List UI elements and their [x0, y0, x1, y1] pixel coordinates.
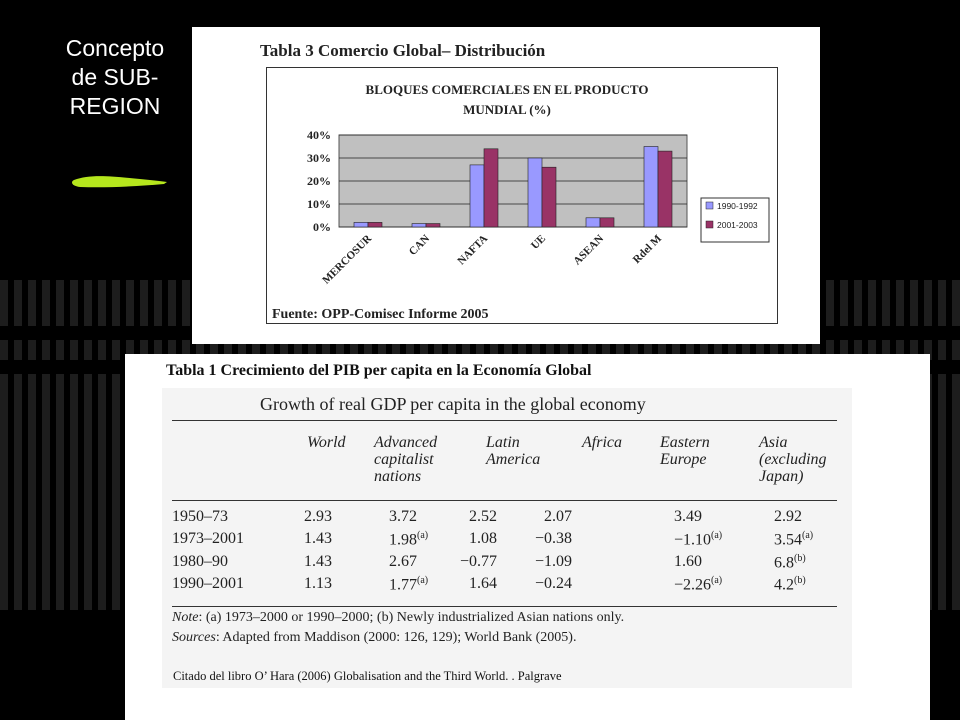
bar-2001-2003-UE [542, 167, 556, 227]
table-cell: 3.72 [389, 508, 417, 525]
table-cell: 2.93 [304, 508, 332, 525]
table-rule [172, 420, 837, 421]
row-period-label: 1990–2001 [172, 575, 244, 592]
chart-table-title: Tabla 3 Comercio Global– Distribución [260, 41, 546, 60]
table-rule [172, 500, 837, 501]
row-period-label: 1973–2001 [172, 530, 244, 547]
bar-1990-1992-CAN [412, 224, 426, 227]
table-cell: 1.13 [304, 575, 332, 592]
table-cell: −0.77 [459, 553, 497, 570]
bar-1990-1992-NAFTA [470, 165, 484, 227]
slide-title-line: de SUB- [71, 64, 159, 90]
bar-2001-2003-NAFTA [484, 149, 498, 227]
x-tick-label: ASEAN [571, 232, 607, 268]
table-cell: −0.24 [534, 575, 572, 592]
table-cell: −1.09 [534, 553, 572, 570]
table-cell: 1.64 [469, 575, 497, 592]
bar-2001-2003-ASEAN [600, 218, 614, 227]
column-header-asia: Asia (excluding Japan) [759, 434, 827, 485]
legend-swatch [706, 202, 713, 209]
row-period-label: 1980–90 [172, 553, 228, 570]
table-cell: 3.54$^{(a)}$ [774, 530, 814, 549]
table-rule [172, 606, 837, 607]
bar-chart [267, 68, 777, 323]
x-tick-label: MERCOSUR [320, 232, 375, 287]
table-cell: 3.49 [674, 508, 702, 525]
table-note [172, 610, 624, 626]
bar-1990-1992-ASEAN [586, 218, 600, 227]
column-header-world: World [307, 434, 346, 451]
legend-swatch [706, 221, 713, 228]
slide-title [30, 34, 200, 121]
column-header-advanced: Advanced capitalist nations [374, 434, 438, 485]
y-tick-label: 20% [307, 174, 331, 188]
table-cell: 2.52 [469, 508, 497, 525]
bar-1990-1992-UE [528, 158, 542, 227]
gdp-table-subtitle: Growth of real GDP per capita in the global economy [260, 394, 646, 414]
column-header-latin-america: Latin America [486, 434, 541, 468]
y-tick-label: 40% [307, 128, 331, 142]
y-tick-label: 30% [307, 151, 331, 165]
bar-1990-1992-MERCOSUR [354, 222, 368, 227]
table-cell: 1.98$^{(a)}$ [389, 530, 429, 549]
column-header-africa: Africa [582, 434, 622, 451]
bar-2001-2003-MERCOSUR [368, 222, 382, 227]
note-label: Note [172, 610, 199, 625]
chart-source: Fuente: OPP-Comisec Informe 2005 [272, 307, 489, 322]
chart-title-line: MUNDIAL (%) [463, 102, 551, 117]
sources-text: : Adapted from Maddison (2000: 126, 129); World Bank (2005). [215, 630, 577, 645]
y-tick-label: 10% [307, 197, 331, 211]
sources-label: Sources [172, 630, 216, 645]
note-text: : (a) 1973–2000 or 1990–2000; (b) Newly industrialized Asian nations only. [198, 610, 625, 625]
table-cell: 1.08 [469, 530, 497, 547]
table-cell: 1.77$^{(a)}$ [389, 575, 429, 594]
bar-2001-2003-Rdel M [658, 151, 672, 227]
table-cell: 2.67 [389, 553, 417, 570]
table-cell: 2.07 [544, 508, 572, 525]
brush-stroke-decoration [70, 170, 170, 194]
table-cell: 2.92 [774, 508, 802, 525]
table-image-panel [125, 354, 930, 720]
x-tick-label: Rdel M [630, 232, 665, 266]
chart-title-line: BLOQUES COMERCIALES EN EL PRODUCTO [365, 82, 649, 97]
x-tick-label: NAFTA [455, 232, 491, 268]
column-header-eastern-europe: Eastern Europe [660, 434, 710, 468]
row-period-label: 1950–73 [172, 508, 228, 525]
table-cell: 6.8$^{(b)}$ [774, 553, 806, 572]
chart-image-panel [192, 27, 820, 344]
y-tick-label: 0% [313, 220, 331, 234]
table-cell: 1.43 [304, 553, 332, 570]
x-tick-label: CAN [406, 232, 433, 258]
x-tick-label: UE [528, 232, 549, 252]
bar-2001-2003-CAN [426, 224, 440, 227]
table-cell: 1.60 [674, 553, 702, 570]
bar-1990-1992-Rdel M [644, 147, 658, 228]
chart-frame [266, 67, 778, 324]
gdp-table-title: Tabla 1 Crecimiento del PIB per capita en la Economía Global [166, 362, 592, 379]
citation: Citado del libro O’ Hara (2006) Globalisation and the Third World. . Palgrave [173, 669, 562, 683]
slide-title-line: Concepto [65, 35, 165, 61]
legend-label: 2001-2003 [717, 220, 758, 230]
slide-title-line: REGION [69, 93, 161, 119]
table-cell: 4.2$^{(b)}$ [774, 575, 806, 594]
table-cell: $-1.10^{(a)}$ [674, 530, 723, 549]
table-cell: −0.38 [534, 530, 572, 547]
table-cell: $-2.26^{(a)}$ [674, 575, 723, 594]
legend-label: 1990-1992 [717, 201, 758, 211]
scanned-table-area [162, 388, 852, 688]
table-cell: 1.43 [304, 530, 332, 547]
table-sources [172, 630, 576, 646]
